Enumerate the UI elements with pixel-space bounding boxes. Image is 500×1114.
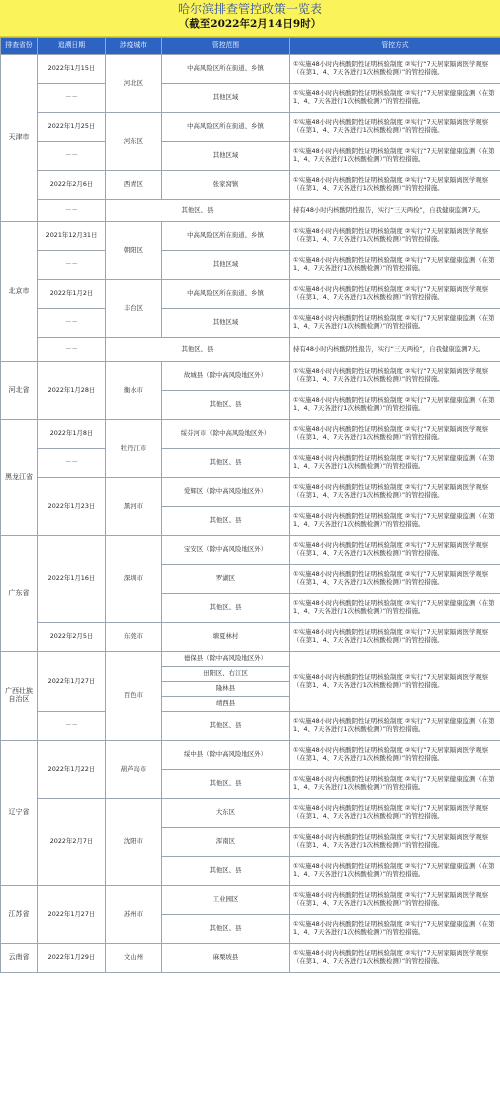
scope-cell: 其他区、县 xyxy=(106,338,290,362)
measure-cell: ①实施48小时内核酸阴性证明核验制度 ②实行“7天居家健康监测（在第1、4、7天各进行1次核酸检测）”的管控措施。 xyxy=(290,84,500,113)
scope-cell: 宝安区（除中高风险地区外） xyxy=(162,536,290,565)
date-cell: 2022年1月15日 xyxy=(38,55,106,84)
date-cell: －－ xyxy=(38,251,106,280)
scope-cell: 其他区域 xyxy=(162,309,290,338)
measure-cell: ①实施48小时内核酸阴性证明核验制度 ②实行“7天居家隔离医学观察（在第1、4、7天各进行1次核酸检测）”的管控措施。 xyxy=(290,741,500,770)
date-cell: －－ xyxy=(38,712,106,741)
scope-cell: 故城县（除中高风险地区外） xyxy=(162,362,290,391)
province-cell: 辽宁省 xyxy=(1,741,38,886)
province-cell: 广东省 xyxy=(1,536,38,652)
scope-cell: 其他区、县 xyxy=(162,594,290,623)
city-cell: 黑河市 xyxy=(106,478,162,536)
scope-cell: 其他区域 xyxy=(162,142,290,171)
date-cell: 2022年1月22日 xyxy=(38,741,106,799)
date-cell: －－ xyxy=(38,338,106,362)
table-header-row xyxy=(1,38,500,55)
scope-cell: 罗湖区 xyxy=(162,565,290,594)
province-cell: 天津市 xyxy=(1,55,38,222)
date-cell: －－ xyxy=(38,200,106,222)
measure-cell: ①实施48小时内核酸阴性证明核验制度 ②实行“7天居家隔离医学观察（在第1、4、7天各进行1次核酸检测）”的管控措施。 xyxy=(290,362,500,391)
measure-cell: ①实施48小时内核酸阴性证明核验制度 ②实行“7天居家隔离医学观察（在第1、4、7天各进行1次核酸检测）”的管控措施。 xyxy=(290,944,500,973)
date-cell: 2022年1月29日 xyxy=(38,944,106,973)
table-row xyxy=(1,449,500,478)
province-cell: 黑龙江省 xyxy=(1,420,38,536)
city-cell: 深圳市 xyxy=(106,536,162,623)
city-cell: 文山州 xyxy=(106,944,162,973)
measure-cell: ①实施48小时内核酸阴性证明核验制度 ②实行“7天居家健康监测（在第1、4、7天各进行1次核酸检测）”的管控措施。 xyxy=(290,449,500,478)
scope-cell: 田阳区、右江区 xyxy=(162,667,290,682)
province-cell: 河北省 xyxy=(1,362,38,420)
date-cell: 2022年2月6日 xyxy=(38,171,106,200)
city-cell: 丰台区 xyxy=(106,280,162,338)
table-row xyxy=(1,222,500,251)
date-cell: －－ xyxy=(38,84,106,113)
table-row xyxy=(1,200,500,222)
table-row xyxy=(1,55,500,84)
table-row xyxy=(1,799,500,828)
date-cell: 2021年12月31日 xyxy=(38,222,106,251)
scope-cell: 中高风险区所在街道、乡镇 xyxy=(162,280,290,309)
measure-cell: ①实施48小时内核酸阴性证明核验制度 ②实行“7天居家隔离医学观察（在第1、4、7天各进行1次核酸检测）”的管控措施。 xyxy=(290,886,500,915)
date-cell: 2022年2月5日 xyxy=(38,623,106,652)
city-cell: 牡丹江市 xyxy=(106,420,162,478)
measure-cell: ①实施48小时内核酸阴性证明核验制度 ②实行“7天居家健康监测（在第1、4、7天各进行1次核酸检测）”的管控措施。 xyxy=(290,770,500,799)
measure-cell: ①实施48小时内核酸阴性证明核验制度 ②实行“7天居家隔离医学观察（在第1、4、7天各进行1次核酸检测）”的管控措施。 xyxy=(290,478,500,507)
scope-cell: 其他区域 xyxy=(162,84,290,113)
scope-cell: 其他区、县 xyxy=(162,857,290,886)
city-cell: 朝阳区 xyxy=(106,222,162,280)
measure-cell: ①实施48小时内核酸阴性证明核验制度 ②实行“7天居家健康监测（在第1、4、7天各进行1次核酸检测）”的管控措施。 xyxy=(290,309,500,338)
date-cell: 2022年1月16日 xyxy=(38,536,106,623)
table-row xyxy=(1,886,500,915)
province-cell: 江苏省 xyxy=(1,886,38,944)
measure-cell: ①实施48小时内核酸阴性证明核验制度 ②实行“7天居家隔离医学观察（在第1、4、7天各进行1次核酸检测）”的管控措施。 xyxy=(290,799,500,828)
measure-cell: ①实施48小时内核酸阴性证明核验制度 ②实行“7天居家隔离医学观察（在第1、4、7天各进行1次核酸检测）”的管控措施。 xyxy=(290,565,500,594)
measure-cell: ①实施48小时内核酸阴性证明核验制度 ②实行“7天居家隔离医学观察（在第1、4、7天各进行1次核酸检测）”的管控措施。 xyxy=(290,113,500,142)
measure-cell: ①实施48小时内核酸阴性证明核验制度 ②实行“7天居家健康监测（在第1、4、7天各进行1次核酸检测）”的管控措施。 xyxy=(290,915,500,944)
scope-cell: 其他区、县 xyxy=(162,770,290,799)
policy-table xyxy=(0,37,500,973)
scope-cell: 其他区、县 xyxy=(162,507,290,536)
measure-cell: ①实施48小时内核酸阴性证明核验制度 ②实行“7天居家隔离医学观察（在第1、4、7天各进行1次核酸检测）”的管控措施。 xyxy=(290,828,500,857)
header-date: 追溯日期 xyxy=(38,38,106,55)
measure-cell: ①实施48小时内核酸阴性证明核验制度 ②实行“7天居家隔离医学观察（在第1、4、7天各进行1次核酸检测）”的管控措施。 xyxy=(290,623,500,652)
scope-cell: 大东区 xyxy=(162,799,290,828)
date-cell: 2022年1月23日 xyxy=(38,478,106,536)
table-row xyxy=(1,171,500,200)
measure-cell: ①实施48小时内核酸阴性证明核验制度 ②实行“7天居家健康监测（在第1、4、7天各进行1次核酸检测）”的管控措施。 xyxy=(290,857,500,886)
measure-cell: ①实施48小时内核酸阴性证明核验制度 ②实行“7天居家健康监测（在第1、4、7天各进行1次核酸检测）”的管控措施。 xyxy=(290,391,500,420)
city-cell: 东莞市 xyxy=(106,623,162,652)
scope-cell: 张家窝镇 xyxy=(162,171,290,200)
measure-cell: ①实施48小时内核酸阴性证明核验制度 ②实行“7天居家隔离医学观察（在第1、4、7天各进行1次核酸检测）”的管控措施。 xyxy=(290,171,500,200)
city-cell: 河东区 xyxy=(106,113,162,171)
date-cell: －－ xyxy=(38,142,106,171)
scope-cell: 其他区、县 xyxy=(106,200,290,222)
table-row xyxy=(1,362,500,391)
city-cell: 葫芦岛市 xyxy=(106,741,162,799)
table-row xyxy=(1,712,500,741)
page-subtitle: （截至2022年2月14日9时） xyxy=(178,18,322,30)
date-cell: 2022年1月2日 xyxy=(38,280,106,309)
title-bar xyxy=(0,0,500,37)
measure-cell: ①实施48小时内核酸阴性证明核验制度 ②实行“7天居家隔离医学观察（在第1、4、7天各进行1次核酸检测）”的管控措施。 xyxy=(290,55,500,84)
measure-cell: 持有48小时内核酸阴性报告，实行“三天两检”，自我健康监测7天。 xyxy=(290,200,500,222)
city-cell: 衡水市 xyxy=(106,362,162,420)
scope-cell: 绥芬河市（除中高风险地区外） xyxy=(162,420,290,449)
date-cell: －－ xyxy=(38,449,106,478)
scope-cell: 靖西县 xyxy=(162,697,290,712)
measure-cell: ①实施48小时内核酸阴性证明核验制度 ②实行“7天居家健康监测（在第1、4、7天各进行1次核酸检测）”的管控措施。 xyxy=(290,251,500,280)
date-cell: 2022年1月27日 xyxy=(38,886,106,944)
header-scope: 管控范围 xyxy=(162,38,290,55)
date-cell: 2022年2月7日 xyxy=(38,799,106,886)
scope-cell: 中高风险区所在街道、乡镇 xyxy=(162,222,290,251)
table-row xyxy=(1,623,500,652)
table-row xyxy=(1,944,500,973)
scope-cell: 其他区、县 xyxy=(162,915,290,944)
city-cell: 苏州市 xyxy=(106,886,162,944)
table-row xyxy=(1,338,500,362)
scope-cell: 德保县（除中高风险地区外） xyxy=(162,652,290,667)
table-row xyxy=(1,652,500,667)
table-row xyxy=(1,113,500,142)
table-row xyxy=(1,280,500,309)
scope-cell: 绥中县（除中高风险地区外） xyxy=(162,741,290,770)
scope-cell: 爱辉区（除中高风险地区外） xyxy=(162,478,290,507)
date-cell: 2022年1月27日 xyxy=(38,652,106,712)
page-title: 哈尔滨排查管控政策一览表 xyxy=(177,2,322,16)
scope-cell: 工业园区 xyxy=(162,886,290,915)
city-cell: 西青区 xyxy=(106,171,162,200)
scope-cell: 其他区、县 xyxy=(162,391,290,420)
measure-cell: ①实施48小时内核酸阴性证明核验制度 ②实行“7天居家隔离医学观察（在第1、4、7天各进行1次核酸检测）”的管控措施。 xyxy=(290,420,500,449)
date-cell: 2022年1月28日 xyxy=(38,362,106,420)
measure-cell: ①实施48小时内核酸阴性证明核验制度 ②实行“7天居家健康监测（在第1、4、7天各进行1次核酸检测）”的管控措施。 xyxy=(290,594,500,623)
scope-cell: 中高风险区所在街道、乡镇 xyxy=(162,113,290,142)
table-row xyxy=(1,536,500,565)
table-row xyxy=(1,251,500,280)
table-row xyxy=(1,142,500,171)
scope-cell: 其他区、县 xyxy=(162,449,290,478)
table-row xyxy=(1,478,500,507)
header-province: 排查省份 xyxy=(1,38,38,55)
table-row xyxy=(1,420,500,449)
header-measure: 管控方式 xyxy=(290,38,500,55)
table-row xyxy=(1,309,500,338)
header-city: 涉疫城市 xyxy=(106,38,162,55)
scope-cell: 麻栗坡县 xyxy=(162,944,290,973)
measure-cell: 持有48小时内核酸阴性报告，实行“三天两检”，自我健康监测7天。 xyxy=(290,338,500,362)
date-cell: 2022年1月25日 xyxy=(38,113,106,142)
city-cell: 河北区 xyxy=(106,55,162,113)
measure-cell: ①实施48小时内核酸阴性证明核验制度 ②实行“7天居家健康监测（在第1、4、7天各进行1次核酸检测）”的管控措施。 xyxy=(290,142,500,171)
measure-cell: ①实施48小时内核酸阴性证明核验制度 ②实行“7天居家隔离医学观察（在第1、4、7天各进行1次核酸检测）”的管控措施。 xyxy=(290,652,500,712)
scope-cell: 其他区、县 xyxy=(162,712,290,741)
table-row xyxy=(1,84,500,113)
table-row xyxy=(1,741,500,770)
scope-cell: 隆林县 xyxy=(162,682,290,697)
measure-cell: ①实施48小时内核酸阴性证明核验制度 ②实行“7天居家健康监测（在第1、4、7天各进行1次核酸检测）”的管控措施。 xyxy=(290,712,500,741)
measure-cell: ①实施48小时内核酸阴性证明核验制度 ②实行“7天居家健康监测（在第1、4、7天各进行1次核酸检测）”的管控措施。 xyxy=(290,507,500,536)
scope-cell: 中高风险区所在街道、乡镇 xyxy=(162,55,290,84)
city-cell: 沈阳市 xyxy=(106,799,162,886)
measure-cell: ①实施48小时内核酸阴性证明核验制度 ②实行“7天居家隔离医学观察（在第1、4、7天各进行1次核酸检测）”的管控措施。 xyxy=(290,222,500,251)
scope-cell: 浑南区 xyxy=(162,828,290,857)
province-cell: 广西壮族自治区 xyxy=(1,652,38,741)
date-cell: 2022年1月8日 xyxy=(38,420,106,449)
province-cell: 云南省 xyxy=(1,944,38,973)
province-cell: 北京市 xyxy=(1,222,38,362)
measure-cell: ①实施48小时内核酸阴性证明核验制度 ②实行“7天居家隔离医学观察（在第1、4、7天各进行1次核酸检测）”的管控措施。 xyxy=(290,280,500,309)
measure-cell: ①实施48小时内核酸阴性证明核验制度 ②实行“7天居家隔离医学观察（在第1、4、7天各进行1次核酸检测）”的管控措施。 xyxy=(290,536,500,565)
scope-cell: 塘夏林村 xyxy=(162,623,290,652)
date-cell: －－ xyxy=(38,309,106,338)
scope-cell: 其他区域 xyxy=(162,251,290,280)
city-cell: 百色市 xyxy=(106,652,162,741)
